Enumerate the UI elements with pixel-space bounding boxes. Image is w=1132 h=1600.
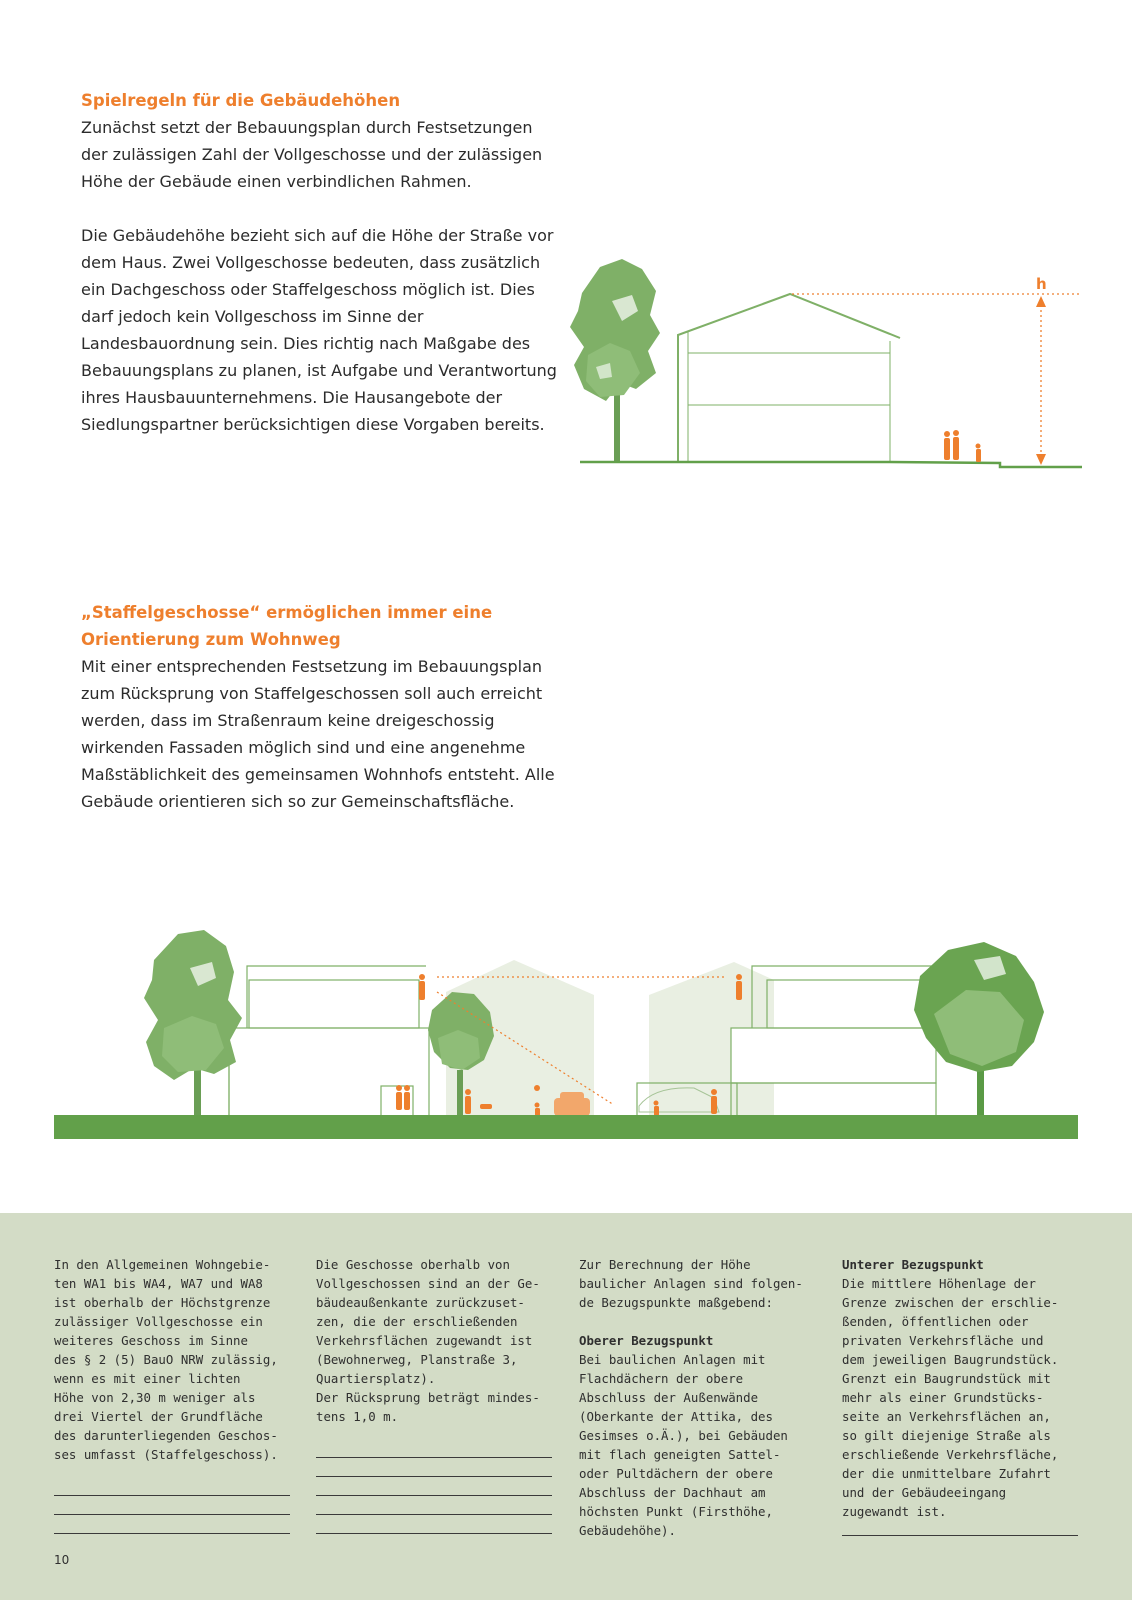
note-column — [54, 1255, 290, 1552]
divider-lines — [316, 1457, 552, 1552]
note-column — [316, 1255, 552, 1552]
tree-illustration — [570, 259, 660, 463]
legal-notes-panel — [0, 1213, 1132, 1600]
note-text: Die Geschosse oberhalb von Vollgeschossen sind an der Ge- bäudeaußenkante zurückzuset- zen, die der erschließenden Verkehrsflächen zugewandt ist (Bewohnerweg, Planstraße 3, Quartiersplatz). Der Rücksprung beträgt mindes- tens 1,0 m. — [316, 1257, 540, 1424]
tree-illustration — [144, 930, 242, 1118]
house-outline — [678, 294, 900, 462]
section-staffelgeschosse — [81, 599, 571, 815]
arrow-up-icon — [1036, 296, 1046, 307]
divider-lines — [842, 1535, 1078, 1554]
note-text: Zur Berechnung der Höhe baulicher Anlagen sind folgen- de Bezugspunkte maßgebend: — [579, 1257, 803, 1310]
ground-band — [54, 1115, 1078, 1139]
arrow-down-icon — [1036, 454, 1046, 465]
section-building-heights — [81, 87, 561, 438]
note-subheading: Oberer Bezugspunkt — [579, 1333, 714, 1348]
page-number: 10 — [54, 1553, 70, 1567]
note-subheading: Unterer Bezugspunkt — [842, 1257, 984, 1272]
section-body — [81, 114, 561, 438]
ground-line — [580, 462, 1082, 467]
section-heading: Spielregeln für die Gebäudehöhen — [81, 91, 401, 110]
divider-lines — [54, 1495, 290, 1552]
section-body — [81, 653, 571, 815]
street-sign-icon — [534, 1085, 540, 1091]
paragraph: Die Gebäudehöhe bezieht sich auf die Höhe der Straße vor dem Haus. Zwei Vollgeschosse bedeuten, dass zusätzlich ein Dachgeschoss oder Staffelgeschoss möglich ist. Dies darf jedoch kein Vollgeschoss im Sinne der Landesbauordnung sein. Dies richtig nach Maßgabe des Bebauungsplans zu planen, ist Aufgabe und Verantwortung ihres Hausbauunternehmens. Die Hausangebote der Siedlungspartner berücksichtigen diese Vorgaben bereits. — [81, 226, 557, 434]
note-column — [579, 1255, 815, 1540]
people-figures — [944, 430, 981, 462]
tree-illustration — [914, 942, 1044, 1118]
note-text: Die mittlere Höhenlage der Grenze zwischen der erschlie- ßenden, öffentlichen oder privaten Verkehrsfläche und dem jeweiligen Baugrundstück. Grenzt ein Baugrundstück mit mehr als einer Grundstücks- seite an Verkehrsflächen an, so gilt diejenige Straße als erschließende Verkehrsfläche, der die unmittelbare Zufahrt und der Gebäudeeingang zugewandt ist. — [842, 1276, 1059, 1519]
building-height-diagram — [560, 255, 1100, 485]
street-section-diagram — [54, 920, 1078, 1165]
height-label: h — [1036, 275, 1047, 293]
left-building — [199, 966, 429, 1116]
note-text: Bei baulichen Anlagen mit Flachdächern der obere Abschluss der Außenwände (Oberkante der Attika, des Gesimses o.Ä.), bei Gebäuden mit flach geneigten Sattel- oder Pultdächern der obere Abschluss der Dachhaut am höchsten Punkt (Firsthöhe, Gebäudehöhe). — [579, 1352, 788, 1538]
note-column — [842, 1255, 1078, 1554]
note-text: In den Allgemeinen Wohngebie- ten WA1 bis WA4, WA7 und WA8 ist oberhalb der Höchstgrenze zulässiger Vollgeschosse ein weiteres Geschoss im Sinne des § 2 (5) BauO NRW zulässig, wenn es mit einer lichten Höhe von 2,30 m weniger als drei Viertel der Grundfläche des darunterliegenden Geschos- ses umfasst (Staffelgeschoss). — [54, 1257, 278, 1462]
paragraph: Mit einer entsprechenden Festsetzung im Bebauungsplan zum Rücksprung von Staffelgeschossen soll auch erreicht werden, dass im Straßenraum keine dreigeschossig wirkenden Fassaden möglich sind und eine angenehme Maßstäblichkeit des gemeinsamen Wohnhofs entsteht. Alle Gebäude orientieren sich so zur Gemeinschaftsfläche. — [81, 657, 555, 811]
section-heading: „Staffelgeschosse“ ermöglichen immer eine Orientierung zum Wohnweg — [81, 603, 493, 649]
paragraph: Zunächst setzt der Bebauungsplan durch Festsetzungen der zulässigen Zahl der Vollgeschosse und der zulässigen Höhe der Gebäude einen verbindlichen Rahmen. — [81, 118, 543, 191]
